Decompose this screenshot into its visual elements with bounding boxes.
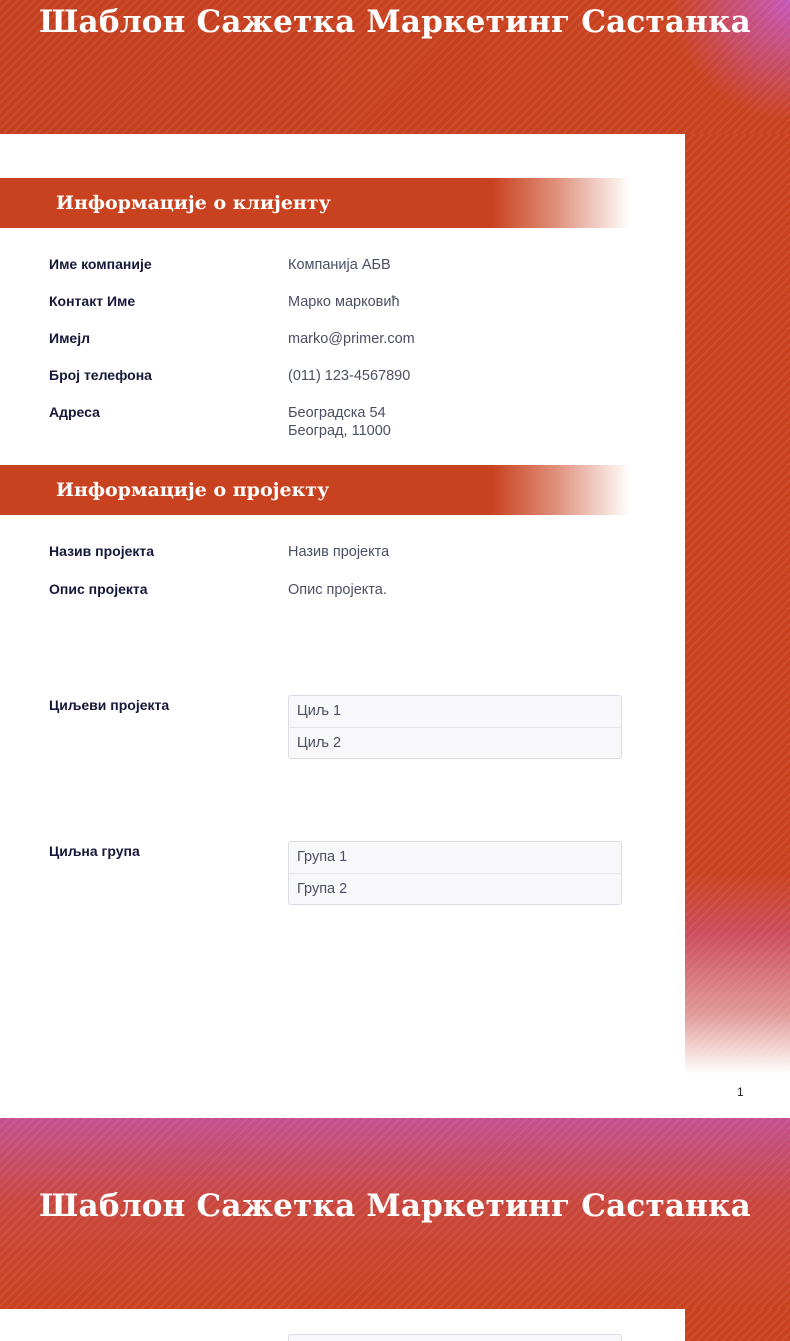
- audience-list: [288, 841, 622, 905]
- field-value-address: [288, 404, 391, 440]
- field-label: Циљна група: [49, 843, 140, 859]
- field-value: (011) 123-4567890: [288, 368, 411, 384]
- field-row-company-name: [49, 256, 629, 274]
- field-value: Марко марковић: [288, 294, 400, 310]
- address-line-1: Београдска 54: [288, 405, 386, 421]
- field-row-address: [49, 404, 629, 440]
- address-line-2: Београд, 11000: [288, 423, 391, 439]
- field-row-contact-name: [49, 293, 629, 311]
- cutoff-list-box: [288, 1334, 622, 1341]
- side-decorative-band: [685, 134, 790, 1084]
- page-number: 1: [737, 1085, 744, 1099]
- section-banner-project: [0, 465, 630, 515]
- field-row-email: [49, 330, 629, 348]
- list-item: Циљ 2: [289, 727, 621, 758]
- field-label: Број телефона: [49, 367, 152, 383]
- field-label: Контакт Име: [49, 293, 136, 309]
- field-label: Адреса: [49, 404, 100, 420]
- field-value: Опис пројекта.: [288, 582, 387, 598]
- list-item: Циљ 1: [297, 703, 342, 719]
- section-title-project: Информације о пројекту: [56, 479, 330, 501]
- section-banner-client: [0, 178, 630, 228]
- field-row-project-description: [49, 581, 629, 599]
- field-label: Имејл: [49, 330, 90, 346]
- list-item: Група 1: [297, 849, 348, 865]
- field-value: Компанија АБВ: [288, 257, 391, 273]
- field-row-project-name: [49, 543, 629, 561]
- field-value: marko@primer.com: [288, 331, 415, 347]
- field-row-phone: [49, 367, 629, 385]
- field-label: Име компаније: [49, 256, 152, 272]
- page-header-2: [0, 1118, 790, 1309]
- field-value: Назив пројекта: [288, 544, 390, 560]
- page-title: Шаблон Сажетка Маркетинг Састанка: [39, 4, 751, 40]
- list-item: Група 2: [289, 873, 621, 904]
- page-title-2: Шаблон Сажетка Маркетинг Састанка: [39, 1187, 751, 1224]
- field-label: Циљеви пројекта: [49, 697, 170, 713]
- side-decorative-band-2: [685, 1309, 790, 1341]
- goals-list: [288, 695, 622, 759]
- field-label: Назив пројекта: [49, 543, 155, 559]
- page-break: [0, 1106, 790, 1118]
- section-title-client: Информације о клијенту: [56, 192, 331, 214]
- field-label: Опис пројекта: [49, 581, 148, 597]
- page-header: [0, 0, 790, 134]
